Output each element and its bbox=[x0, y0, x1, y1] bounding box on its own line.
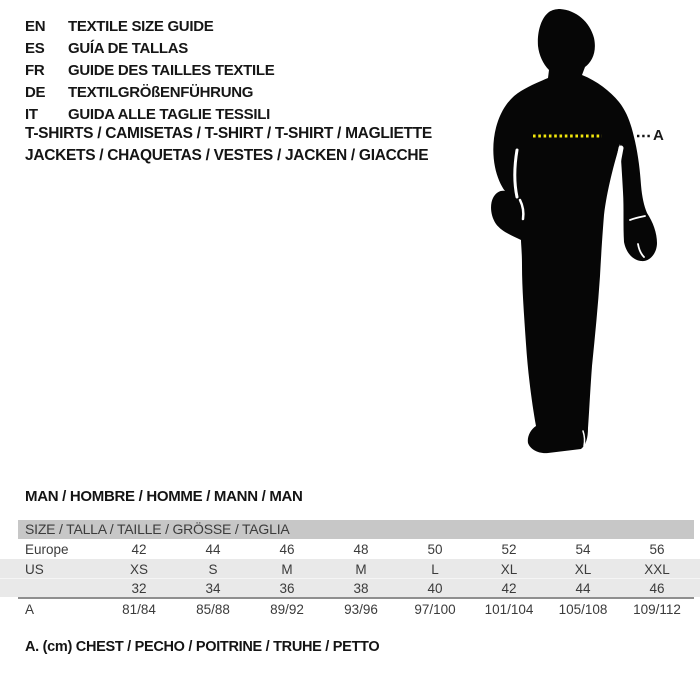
table-cell: 81/84 bbox=[122, 601, 156, 617]
table-cell: 89/92 bbox=[270, 601, 304, 617]
table-row-a-chest bbox=[18, 599, 694, 619]
table-cell: M bbox=[355, 561, 367, 577]
table-cell: 93/96 bbox=[344, 601, 378, 617]
language-label: GUIDA ALLE TAGLIE TESSILI bbox=[68, 105, 270, 123]
table-cell: 42 bbox=[131, 541, 147, 557]
table-cell: XL bbox=[500, 561, 518, 577]
table-cell: 101/104 bbox=[484, 601, 534, 617]
table-cell: 36 bbox=[279, 580, 295, 596]
table-cell: L bbox=[431, 561, 439, 577]
row-label: A bbox=[25, 601, 35, 617]
language-label: TEXTILGRÖßENFÜHRUNG bbox=[68, 83, 254, 101]
table-cell: 52 bbox=[501, 541, 517, 557]
language-code: FR bbox=[25, 61, 45, 79]
table-cell: 34 bbox=[205, 580, 221, 596]
table-header-size: SIZE / TALLA / TAILLE / GRÖSSE / TAGLIA bbox=[18, 520, 694, 539]
section-title-man: MAN / HOMBRE / HOMME / MANN / MAN bbox=[25, 488, 303, 505]
product-line-tshirts: T-SHIRTS / CAMISETAS / T-SHIRT / T-SHIRT / MAGLIETTE bbox=[25, 125, 432, 142]
language-code: EN bbox=[25, 18, 46, 36]
language-code: ES bbox=[25, 40, 45, 58]
table-cell: XS bbox=[129, 561, 148, 577]
table-cell: 97/100 bbox=[414, 601, 456, 617]
table-cell: M bbox=[281, 561, 293, 577]
man-silhouette bbox=[491, 9, 657, 453]
product-line-jackets: JACKETS / CHAQUETAS / VESTES / JACKEN / GIACCHE bbox=[25, 147, 429, 164]
table-cell: 56 bbox=[649, 541, 665, 557]
measurement-footnote: A. (cm) CHEST / PECHO / POITRINE / TRUHE / PETTO bbox=[25, 639, 380, 655]
language-label: TEXTILE SIZE GUIDE bbox=[68, 18, 214, 36]
table-cell: 46 bbox=[649, 580, 665, 596]
table-cell: S bbox=[208, 561, 218, 577]
table-cell: 44 bbox=[575, 580, 591, 596]
table-cell: 48 bbox=[353, 541, 369, 557]
language-code: DE bbox=[25, 83, 46, 101]
table-cell: 85/88 bbox=[196, 601, 230, 617]
language-label: GUIDE DES TAILLES TEXTILE bbox=[68, 61, 275, 79]
language-code: IT bbox=[25, 105, 38, 123]
table-cell: 38 bbox=[353, 580, 369, 596]
table-cell: 105/108 bbox=[558, 601, 608, 617]
table-cell: 32 bbox=[131, 580, 147, 596]
table-cell: 109/112 bbox=[633, 601, 681, 617]
table-cell: 54 bbox=[575, 541, 591, 557]
table-cell: 46 bbox=[279, 541, 295, 557]
armpit-gap-right bbox=[613, 148, 621, 270]
table-row-europe bbox=[18, 539, 694, 559]
table-cell: 40 bbox=[427, 580, 443, 596]
table-row-unlabeled bbox=[18, 578, 694, 598]
measure-label-a: A bbox=[653, 127, 664, 144]
table-cell: 42 bbox=[501, 580, 517, 596]
table-cell: XXL bbox=[644, 561, 670, 577]
table-cell: 50 bbox=[427, 541, 443, 557]
row-label: US bbox=[25, 561, 44, 577]
table-cell: 44 bbox=[205, 541, 221, 557]
row-label: Europe bbox=[25, 541, 69, 557]
table-row-us bbox=[18, 559, 694, 579]
language-label: GUÍA DE TALLAS bbox=[68, 40, 188, 58]
table-cell: XL bbox=[574, 561, 592, 577]
